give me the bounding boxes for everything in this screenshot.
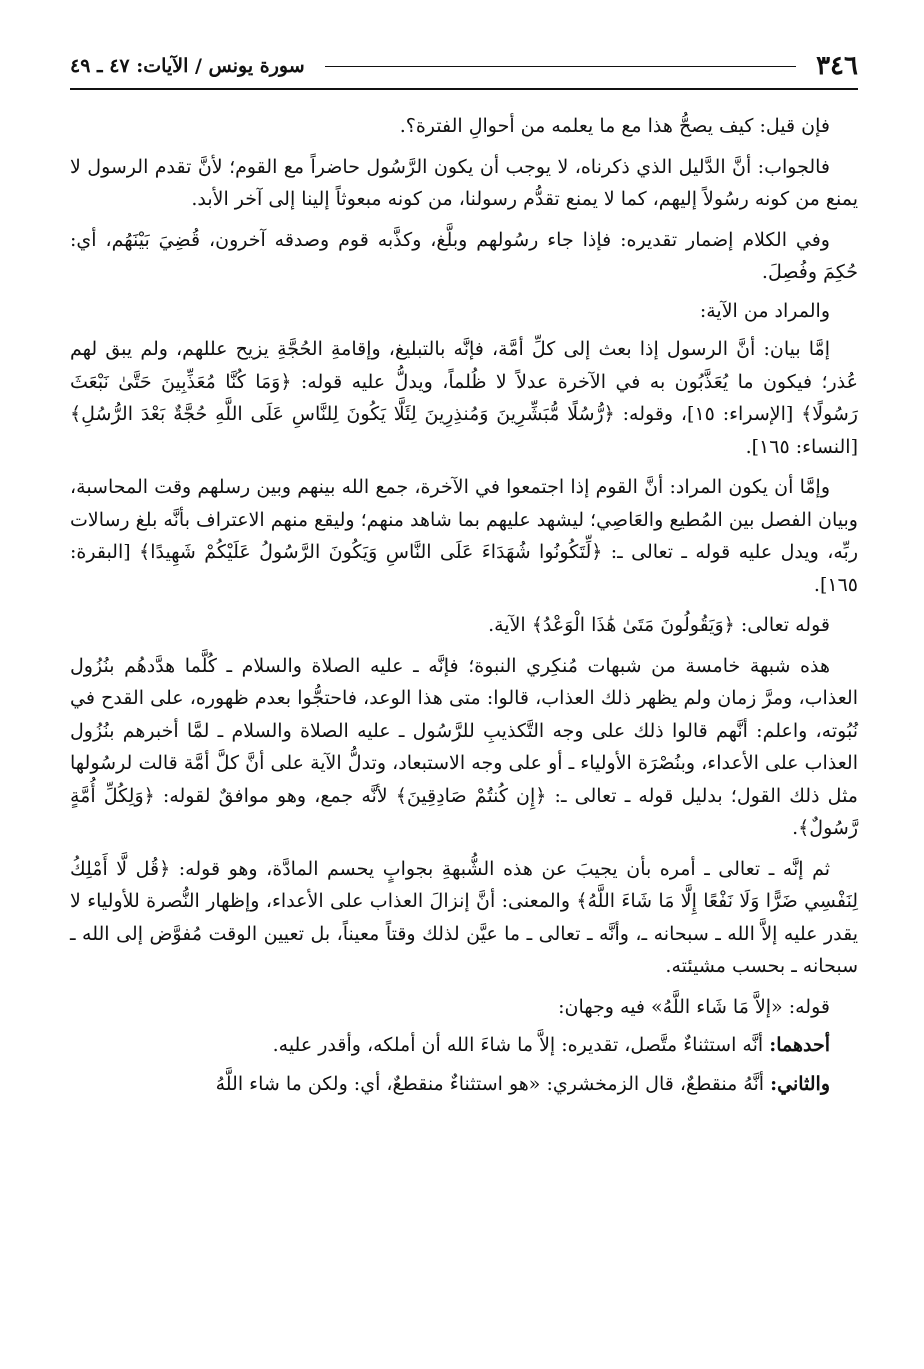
paragraph: [70, 471, 858, 601]
paragraph: [70, 295, 858, 328]
header-rule: [325, 66, 796, 67]
paragraph: [70, 110, 858, 143]
paragraph: [70, 333, 858, 463]
paragraph-text: فالجواب: أنَّ الدَّليل الذي ذكرناه، لا يوجب أن يكون الرَّسُول حاضراً مع القوم؛ لأنَّ تقدم الرسول لا يمنع من كونه رسُولاً إليهم، كما لا يمنع تقدُّم رسولنا، من كونه مبعوثاً إلينا إلى آخر الأبد.: [70, 155, 858, 210]
paragraph-text: إمَّا بيان: أنَّ الرسول إذا بعث إلى كلِّ أمَّة، فإنَّه بالتبليغ، وإقامةِ الحُجَّةِ يزيح عللهم، ولم يبق لهم عُذر؛ فيكون ما يُعَذَّبُون به في الآخرة عدلاً لا ظُلماً، ويدلُّ عليه قوله: ﴿وَمَا كُنَّا مُعَذِّبِينَ حَتَّىٰ نَبْعَثَ رَسُولًا﴾ [الإسراء: ١٥]، وقوله: ﴿رُّسُلًا مُّبَشِّرِينَ وَمُنذِرِينَ لِئَلَّا يَكُونَ لِلنَّاسِ عَلَى اللَّهِ حُجَّةٌ بَعْدَ الرُّسُلِ﴾ [النساء: ١٦٥].: [70, 338, 858, 458]
paragraph-text: والمراد من الآية:: [699, 299, 830, 322]
paragraph-lead: والثاني:: [770, 1072, 830, 1095]
paragraph: [70, 853, 858, 983]
paragraph: [70, 991, 858, 1024]
paragraph: [70, 609, 858, 642]
running-title: سورة يونس / الآيات: ٤٧ ـ ٤٩: [70, 55, 305, 77]
paragraph: [70, 1068, 858, 1101]
paragraph-text: أنَّه استثناءٌ متَّصل، تقديره: إلاَّ ما شاءَ الله أن أملكه، وأقدر عليه.: [272, 1034, 770, 1056]
paragraph: [70, 151, 858, 216]
paragraph-lead: أحدهما:: [769, 1034, 830, 1056]
paragraph-text: قوله تعالى: ﴿وَيَقُولُونَ مَتَىٰ هَٰذَا الْوَعْدُ﴾ الآية.: [488, 614, 830, 636]
page-header: [70, 44, 858, 90]
paragraph: [70, 1029, 858, 1062]
paragraph-text: فإن قيل: كيف يصحُّ هذا مع ما يعلمه من أحوالِ الفترة؟.: [399, 115, 830, 137]
page-number: ٣٤٦: [816, 51, 858, 81]
paragraph-text: ثم إنَّه ـ تعالى ـ أمره بأن يجيبَ عن هذه الشُّبهةِ بجوابٍ يحسم المادَّة، وهو قوله: ﴿قُل لَّا أَمْلِكُ لِنَفْسِي ضَرًّا وَلَا نَفْعًا إِلَّا مَا شَاءَ اللَّهُ﴾ والمعنى: أنَّ إنزالَ العذاب على الأعداء، وإظهار النُّصرة للأولياء لا يقدر عليه إلاَّ الله ـ سبحانه ـ، وأنَّه ـ تعالى ـ ما عيَّن لذلك وقتاً معيناً، بل تعيين الوقت مُفوَّض إلى الله ـ سبحانه ـ بحسب مشيئته.: [70, 857, 858, 977]
paragraph-text: أنَّهُ منقطعٌ، قال الزمخشري: «هو استثناءٌ منقطعٌ، أي: ولكن ما شاء اللَّهُ: [215, 1072, 771, 1095]
paragraph-text: قوله: «إلاَّ مَا شَاء اللَّهُ» فيه وجهان:: [558, 995, 830, 1018]
page-body: [70, 110, 858, 1100]
paragraph-text: هذه شبهة خامسة من شبهات مُنكِري النبوة؛ فإنَّه ـ عليه الصلاة والسلام ـ كُلَّما هدَّدهُم بنُزُول العذاب، ومرَّ زمان ولم يظهر ذلك العذاب، قالوا: متى هذا الوعد، فاحتجُّوا بعدم ظهوره، على القدح في نُبُوته، واعلم: أنَّهم قالوا ذلك على وجه التَّكذيبِ للرَّسُول ـ عليه الصلاة والسلام ـ لمَّا أخبرهم بنُزُول العذاب على الأعداء، وبنُصْرَة الأولياء ـ أو على وجه الاستبعاد، وتدلُّ الآية على أنَّ كلَّ أمَّة قالت لرسُولها مثل ذلك القول؛ بدليل قوله ـ تعالى ـ: ﴿إِن كُنتُمْ صَادِقِينَ﴾ لأنَّه جمع، وهو موافقٌ لقوله: ﴿وَلِكُلِّ أُمَّةٍ رَّسُولٌ﴾.: [70, 654, 858, 839]
paragraph: [70, 224, 858, 289]
paragraph: [70, 650, 858, 845]
paragraph-text: وفي الكلام إضمار تقديره: فإذا جاء رسُولهم وبلَّغ، وكذَّبه قوم وصدقه آخرون، قُضِيَ بَيْنَهُم، أي: حُكِمَ وفُصِلَ.: [70, 228, 858, 283]
paragraph-text: وإمَّا أن يكون المراد: أنَّ القوم إذا اجتمعوا في الآخرة، جمع الله بينهم وبين رسلهم وقت المحاسبة، وبيان الفصل بين المُطيع والعَاصِي؛ ليشهد عليهم بما شاهد منهم؛ وليقع منهم الاعتراف بأنَّه بلغ رسالات ربِّه، ويدل عليه قوله ـ تعالى ـ: ﴿لِّتَكُونُوا شُهَدَاءَ عَلَى النَّاسِ وَيَكُونَ الرَّسُولُ عَلَيْكُمْ شَهِيدًا﴾ [البقرة: ١٦٥].: [70, 476, 858, 596]
